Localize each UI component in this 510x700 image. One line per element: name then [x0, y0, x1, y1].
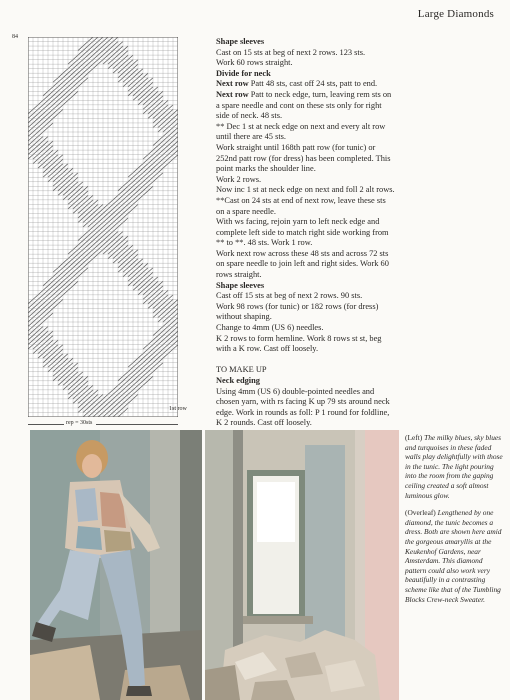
- photo-ruined-room-window: [205, 430, 399, 700]
- instruction-text: Work straight until 168th patt row (for tunic) or 252nd patt row (for dress) has been completed. This point marks the shoulder line.: [216, 142, 391, 174]
- chart-row-label-bottom: 1st row: [169, 406, 187, 412]
- instruction-text: Work next row across these 48 sts and across 72 sts on spare needle to join left and right sides. Work 60 rows straight.: [216, 248, 389, 280]
- instruction-text: Using 4mm (US 6) double-pointed needles and chosen yarn, with rs facing K up 79 sts around neck edge. Work in rounds as foll: P 1 round for foldline, K 2 rounds. Cast off loosely.: [216, 386, 390, 428]
- repeat-line-left: [28, 424, 64, 425]
- instruction-text: K 2 rows to form hemline. Work 8 rows st st, beg with a K row. Cast off loosely.: [216, 333, 382, 354]
- instruction-text: Change to 4mm (US 6) needles.: [216, 323, 324, 333]
- knitting-chart: [12, 34, 210, 434]
- instruction-step-text: Patt 48 sts, cast off 24 sts, patt to end.: [248, 79, 378, 89]
- instruction-text: Work 2 rows.: [216, 174, 262, 184]
- instruction-text: With ws facing, rejoin yarn to left neck edge and complete left side to match right side working from ** to **. 48 sts. Work 1 row.: [216, 217, 389, 248]
- caption-overleaf-text: Lengthened by one diamond, the tunic becomes a dress. Both are shown here amid the gorgeous amaryllis at the Keukenhof Gardens, near Amsterdam. This diamond pattern could also work very beautifully in a contrasting scheme like that of the Tumbling Blocks Crew-neck Sweater.: [405, 508, 502, 604]
- caption-left-text: The milky blues, sky blues and turquoises in these faded walls play delightfully with those in the tunic. The light pouring into the room from the gaping ceiling created a soft almost luminous glow.: [405, 433, 503, 500]
- instruction-text: ** Dec 1 st at neck edge on next and every alt row until there are 45 sts.: [216, 121, 386, 142]
- repeat-label: rep = 30sts: [66, 420, 93, 426]
- chart-row-label-top: 84: [12, 34, 18, 40]
- chart-grid: [28, 37, 178, 417]
- instruction-heading: Shape sleeves: [216, 280, 265, 290]
- caption-overleaf-lead: (Overleaf): [405, 508, 436, 518]
- instruction-step-lead: Next row: [216, 79, 249, 89]
- instruction-text: TO MAKE UP: [216, 365, 267, 375]
- instruction-text: Cast off 15 sts at beg of next 2 rows. 90 sts.: [216, 291, 363, 301]
- instruction-text: Work 60 rows straight.: [216, 58, 293, 68]
- caption-left: [405, 433, 503, 500]
- photo-model-in-room: [30, 430, 202, 700]
- repeat-line-right: [96, 424, 178, 425]
- instructions-gap: [216, 355, 396, 366]
- instruction-step-text: Patt to neck edge, turn, leaving rem sts on a spare needle and cont on these sts only for right side of neck. 48 sts.: [216, 89, 392, 121]
- instruction-heading: Neck edging: [216, 376, 260, 385]
- instruction-step: [216, 90, 396, 122]
- caption-left-lead: (Left): [405, 433, 423, 442]
- instruction-heading: Shape sleeves: [216, 37, 265, 46]
- instruction-heading: Divide for neck: [216, 68, 271, 78]
- photo-caption: [405, 433, 503, 612]
- instruction-step: [216, 79, 396, 90]
- instruction-text: Now inc 1 st at neck edge on next and foll 2 alt rows. **Cast on 24 sts at end of next row, leave these sts on a spare needle.: [216, 185, 395, 216]
- instruction-text: Work 98 rows (for tunic) or 182 rows (for dress) without shaping.: [216, 301, 379, 322]
- instruction-step-lead: Next row: [216, 89, 249, 99]
- caption-overleaf: [405, 508, 503, 604]
- instruction-text: Cast on 15 sts at beg of next 2 rows. 123 sts.: [216, 47, 366, 57]
- running-head: Large Diamonds: [417, 8, 494, 20]
